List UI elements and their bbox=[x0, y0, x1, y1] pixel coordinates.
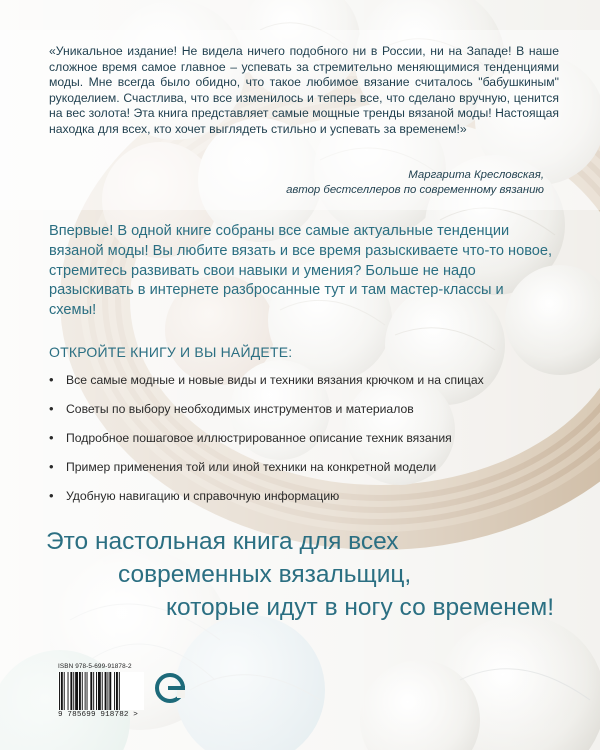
bullet-icon: • bbox=[49, 372, 54, 387]
feature-item bbox=[49, 488, 579, 517]
barcode-bar bbox=[79, 672, 81, 710]
quote-author bbox=[286, 168, 544, 198]
barcode-bar bbox=[114, 672, 115, 710]
barcode-bar bbox=[64, 672, 65, 710]
features-list bbox=[49, 372, 579, 517]
bullet-icon: • bbox=[49, 401, 54, 416]
feature-text: Пример применения той или иной техники на конкретной модели bbox=[66, 460, 437, 474]
barcode bbox=[58, 672, 144, 710]
features-heading: ОТКРОЙТЕ КНИГУ И ВЫ НАЙДЕТЕ: bbox=[49, 344, 293, 360]
barcode-bar bbox=[68, 672, 69, 710]
tagline-line-1: Это настольная книга для всех bbox=[46, 528, 399, 555]
barcode-bar bbox=[93, 672, 94, 710]
barcode-bar bbox=[102, 672, 103, 710]
feature-item bbox=[49, 372, 579, 401]
quote-text: «Уникальное издание! Не видела ничего подобного ни в России, ни на Западе! В наше сложное время самое главное – успевать за стремительно меняющимися тенденциями моды. Мне всегда было обидно, что такое любимое вязание считалось "бабушкиным" рукоделием. Счастлива, что все изменилось и теперь все, что сделано вручную, ценится на вес золота! Эта книга представляет самые мощные тренды вязаной моды! Настоящая находка для всех, кто хочет выглядеть стильно и успевать за временем!» bbox=[49, 44, 559, 136]
author-title: автор бестселлеров по современному вязанию bbox=[286, 184, 544, 196]
bullet-icon: • bbox=[49, 488, 54, 503]
barcode-bar bbox=[75, 672, 78, 710]
feature-text: Все самые модные и новые виды и техники вязания крючком и на спицах bbox=[66, 373, 484, 387]
barcode-digits: 9 785699 918782 > bbox=[58, 711, 139, 719]
tagline-line-2: современных вязальщиц, bbox=[118, 561, 412, 588]
barcode-bar bbox=[105, 672, 107, 710]
barcode-bar bbox=[82, 672, 83, 710]
feature-item bbox=[49, 459, 579, 488]
review-quote bbox=[49, 44, 559, 138]
feature-item bbox=[49, 430, 579, 459]
barcode-bar bbox=[70, 672, 72, 710]
tagline bbox=[46, 525, 566, 624]
tagline-line-3: которые идут в ногу со временем! bbox=[166, 594, 555, 621]
bullet-icon: • bbox=[49, 430, 54, 445]
feature-text: Подробное пошаговое иллюстрированное описание техник вязания bbox=[66, 431, 452, 445]
feature-text: Удобную навигацию и справочную информацию bbox=[66, 489, 340, 503]
barcode-bar bbox=[85, 672, 86, 710]
intro-paragraph: Впервые! В одной книге собраны все самые актуальные тенденции вязаной моды! Вы любите вязать и все время разыскиваете что-то новое, стремитесь развивать свои навыки и умения? Больше не надо разыскивать в интернете разбросанные тут и там мастер-классы и схемы! bbox=[49, 223, 553, 319]
barcode-bar bbox=[119, 672, 120, 710]
barcode-bar bbox=[73, 672, 74, 710]
bullet-icon: • bbox=[49, 459, 54, 474]
author-name: Маргарита Кресловская, bbox=[408, 169, 544, 181]
barcode-bar bbox=[109, 672, 111, 710]
feature-text: Советы по выбору необходимых инструментов и материалов bbox=[66, 402, 414, 416]
barcode-bar bbox=[61, 672, 63, 710]
publisher-logo-icon bbox=[155, 673, 185, 703]
feature-item bbox=[49, 401, 579, 430]
barcode-bar bbox=[116, 672, 118, 710]
barcode-bar bbox=[96, 672, 97, 710]
barcode-bar bbox=[87, 672, 88, 710]
barcode-bar bbox=[107, 672, 108, 710]
isbn-label: ISBN 978-5-699-91878-2 bbox=[58, 663, 132, 670]
barcode-bar bbox=[98, 672, 101, 710]
barcode-bar bbox=[90, 672, 92, 710]
barcode-icon bbox=[58, 672, 144, 710]
barcode-bar bbox=[59, 672, 60, 710]
